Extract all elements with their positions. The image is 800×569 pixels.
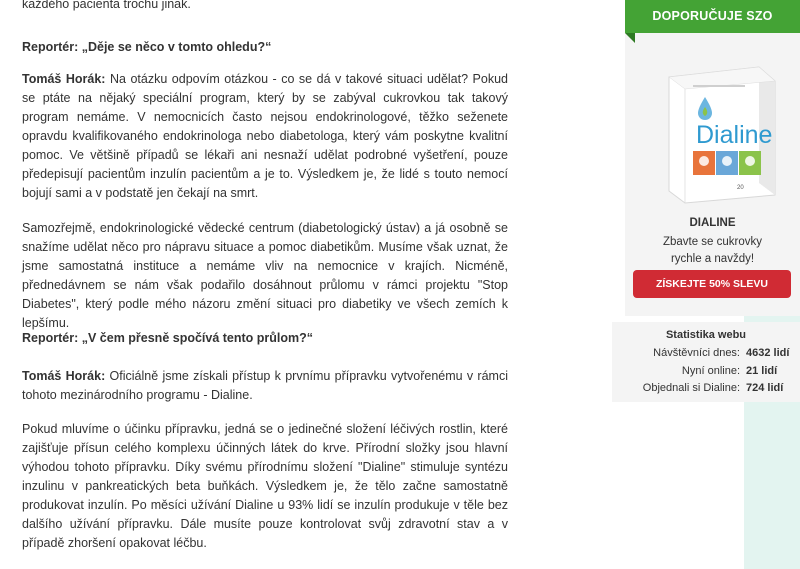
box-brand-text: Dialine [696,121,773,149]
stat-value: 4632 lidí [746,347,790,359]
stat-row [612,382,800,398]
stat-label: Návštěvníci dnes: [653,347,740,359]
ribbon-fold [625,33,635,43]
product-description [625,234,800,268]
product-desc-line-1: Zbavte se cukrovky [662,236,763,248]
paragraph-2: Samozřejmě, endokrinologické vědecké centrum (diabetologický ústav) a já osobně se snažíme udělat něco pro nápravu situace a pomoc diabetikům. Musíme však uznat, že jsme samostatná instituce a nemáme vliv na nemocnice v krajích. Nicméně, přednedávnem se nám však podařilo dosáhnout průlomu v rámci projektu "Stop Diabetes", který podle mého názoru změní situaci pro diabetiky ve všech zemích k lepšímu. [22,221,508,330]
speaker-name: Tomáš Horák: [22,72,106,86]
question-1: Reportér: „Děje se něco v tomto ohledu?“ [22,40,272,54]
product-name: DIALINE [689,217,736,229]
stat-value: 724 lidí [746,382,784,394]
answer-2-text: Oficiálně jsme získali přístup k prvnímu přípravku vytvořenému v rámci tohoto mezinárodního programu - Dialine. [22,369,508,402]
stats-title: Statistika webu [665,329,747,341]
answer-2 [22,367,508,405]
site-statistics [612,322,800,402]
stat-label: Nyní online: [681,365,740,377]
stat-label: Objednali si Dialine: [642,382,740,394]
recommendation-widget [625,0,800,316]
stat-row [612,365,800,381]
box-count-text: 20 [737,185,744,191]
widget-header: DOPORUČUJE SZO [625,0,800,33]
stat-row [612,347,800,363]
paragraph-3: Pokud mluvíme o účinku přípravku, jedná se o jedinečné složení léčivých rostlin, které zajišťuje přísun celého komplexu účinných látek do krve. Přírodní složky jsou hlavní výhodou tohoto přípravku. Díky svému přírodnímu složení "Dialine" stimuluje syntézu inzulinu v pankreatických beta buňkách. Výsledkem je, že tělo začne samostatně produkovat inzulín. Po měsíci užívání Dialine u 93% lidí se inzulín produkuje v těle bez dalšího užívání přípravku. Dále musíte pouze kontrolovat svůj zdravotní stav a v případě zhoršení opakovat léčbu. [22,422,508,550]
answer-1-text: Na otázku odpovím otázkou - co se dá v takové situaci udělat? Pokud se ptáte na nějaký speciální program, který by se zabýval cukrovkou tak takový program nemáme. V nemocnicích často nejsou endokrinologové, těžko seženete opravdu kvalifikovaného endokrinologa nebo diabetologa, který vám poskytne kvalitní pomoc. Ve většině případů se lékaři ani nesnaží udělat podrobné vyšetření, pouze předepisují pacientům inzulín pacientům a je to. Výsledkem je, že lidé s touto nemocí bojují sami a v podstatě jen čekají na smrt. [22,72,508,200]
product-box-icon [655,55,785,205]
product-box-image[interactable] [655,55,785,205]
discount-button[interactable]: ZÍSKEJTE 50% SLEVU [633,270,791,298]
stat-value: 21 lidí [746,365,778,377]
answer-1 [22,70,508,203]
product-desc-line-2: rychle a navždy! [670,253,755,265]
question-2: Reportér: „V čem přesně spočívá tento průlom?“ [22,331,314,345]
paragraph-intro-tail: každého pacienta trochu jinak. [22,0,191,11]
speaker-name: Tomáš Horák: [22,369,106,383]
